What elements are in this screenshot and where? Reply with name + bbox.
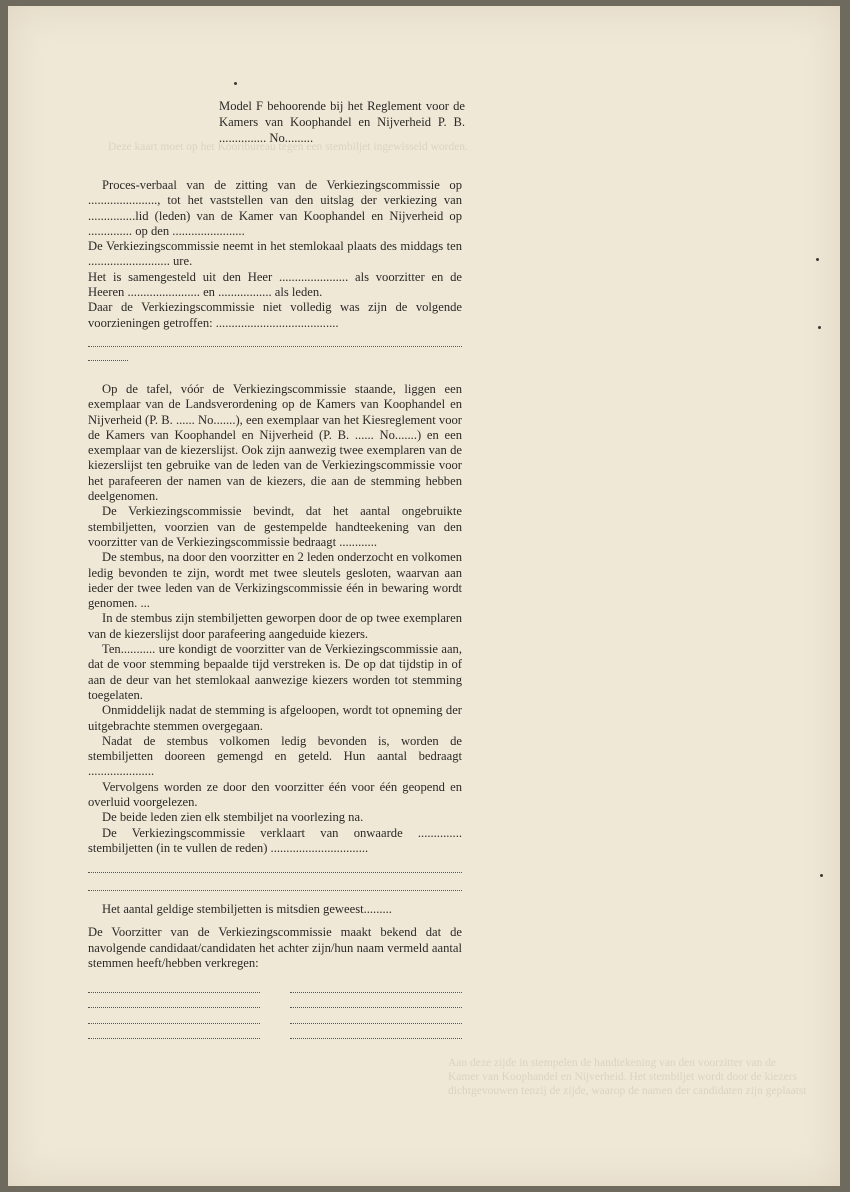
paragraph: In de stembus zijn stembiljetten geworpen door de op twee exemplaren van de kiezerslijst door parafeering aangeduide kiezers. [88,611,462,641]
candidate-row [88,996,462,1011]
candidate-votes-line[interactable] [290,981,462,993]
fill-in-line[interactable] [88,856,462,872]
candidate-name-line[interactable] [88,1027,260,1039]
paragraph: De Verkiezingscommissie verklaart van onwaarde .............. stembiljetten (in te vullen de reden) ............................... [88,825,462,855]
candidate-votes-line[interactable] [290,1012,462,1024]
paragraph: Het is samengesteld uit den Heer ...................... als voorzitter en de Heeren ....................... en ................. als leden. [88,269,462,300]
paragraph: Proces-verbaal van de zitting van de Verkiezingscommissie op ......................, tot het vaststellen van den uitslag der verkiezing van ...............lid (leden) van de Kamer van Koophandel en Nijverheid op .............. op den ....................... [88,178,462,238]
section-minutes [88,178,462,366]
ink-speck [818,326,821,329]
bleed-through-text: Deze kaart moet op het Kooribureau tegen een stembiljet ingewisseld worden. [108,141,468,153]
paragraph: Vervolgens worden ze door den voorzitter één voor één geopend en overluid voorgelezen. [88,779,462,810]
paragraph: Nadat de stembus volkomen ledig bevonden is, worden de stembiljetten dooreen gemengd en geteld. Hun aantal bedraagt ..................... [88,733,462,779]
paragraph: De beide leden zien elk stembiljet na voorlezing na. [102,810,364,825]
section-voting-procedure [88,382,462,893]
paragraph: De Verkiezingscommissie bevindt, dat het aantal ongebruikte stembiljetten, voorzien van de gestempelde handteekening van den voorzitter van de Verkiezingscommissie bedraagt ............ [88,504,462,549]
section-results [88,902,462,1042]
candidate-name-line[interactable] [88,996,260,1008]
candidate-votes-line[interactable] [290,1027,462,1039]
fill-in-line[interactable] [88,875,462,891]
candidate-row [88,1012,462,1027]
candidate-name-line[interactable] [88,981,260,993]
paragraph: De Verkiezingscommissie neemt in het stemlokaal plaats des middags ten .......................... ure. [88,239,462,269]
candidate-name-line[interactable] [88,1012,260,1024]
document-page [8,6,840,1186]
paragraph: Daar de Verkiezingscommissie niet volledig was zijn de volgende voorzieningen getroffen: ....................................... [88,300,462,330]
form-header: Model F behoorende bij het Reglement voor de Kamers van Koophandel en Nijverheid P. B. ............... No......... [219,99,465,145]
ink-speck [816,258,819,261]
paragraph: Ten........... ure kondigt de voorzitter van de Verkiezingscommissie aan, dat de voor stemming bepaalde tijd verstreken is. De op dat tijdstip in of aan de deur van het stemlokaal aanwezige kiezers worden tot stemming toegelaten. [88,642,462,702]
candidate-row [88,1027,462,1042]
paragraph: De Voorzitter van de Verkiezingscommissie maakt bekend dat de navolgende candidaat/candidaten het achter zijn/hun naam vermeld aantal stemmen heeft/hebben verkregen: [88,925,462,970]
bleed-through-text: Aan deze zijde in stempelen de handtekening van den voorzitter van de Kamer van Koophandel en Nijverheid. Het stembiljet wordt door de kiezers dichtgevouwen tenzij de zijde, waarop de namen der candidaten zijn geplaatst [448,1057,807,1097]
paragraph: De stembus, na door den voorzitter en 2 leden onderzocht en volkomen ledig bevonden te zijn, wordt met twee sleutels gesloten, waarvan aan ieder der twee leden van de Verkizingscommissie één in bewaring wordt genomen. ... [88,550,462,611]
fill-in-line[interactable] [88,349,128,361]
paragraph: Onmiddelijk nadat de stemming is afgeloopen, wordt tot opneming der uitgebrachte stemmen overgegaan. [88,703,462,733]
candidate-row [88,981,462,996]
fill-in-line[interactable] [88,331,462,347]
paragraph: Op de tafel, vóór de Verkiezingscommissie staande, liggen een exemplaar van de Landsverordening op de Kamers van Koophandel en Nijverheid (P. B. ...... No.......), een exemplaar van het Kiesreglement voor de Kamers van Koophandel en Nijverheid (P. B. ...... No.......) en een exemplaar van de kiezerslijst. Ook zijn aanwezig twee exemplaren van de kiezerslijst ten gebruike van de leden van de Verkiezingscommissie voor het parafeeren der namen van de kiezers, die aan de stemming hebben deelgenomen. [88,382,462,504]
ink-speck [820,874,823,877]
ink-speck [234,82,237,85]
candidate-votes-line[interactable] [290,996,462,1008]
paragraph: Het aantal geldige stembiljetten is mitsdien geweest......... [102,902,392,916]
